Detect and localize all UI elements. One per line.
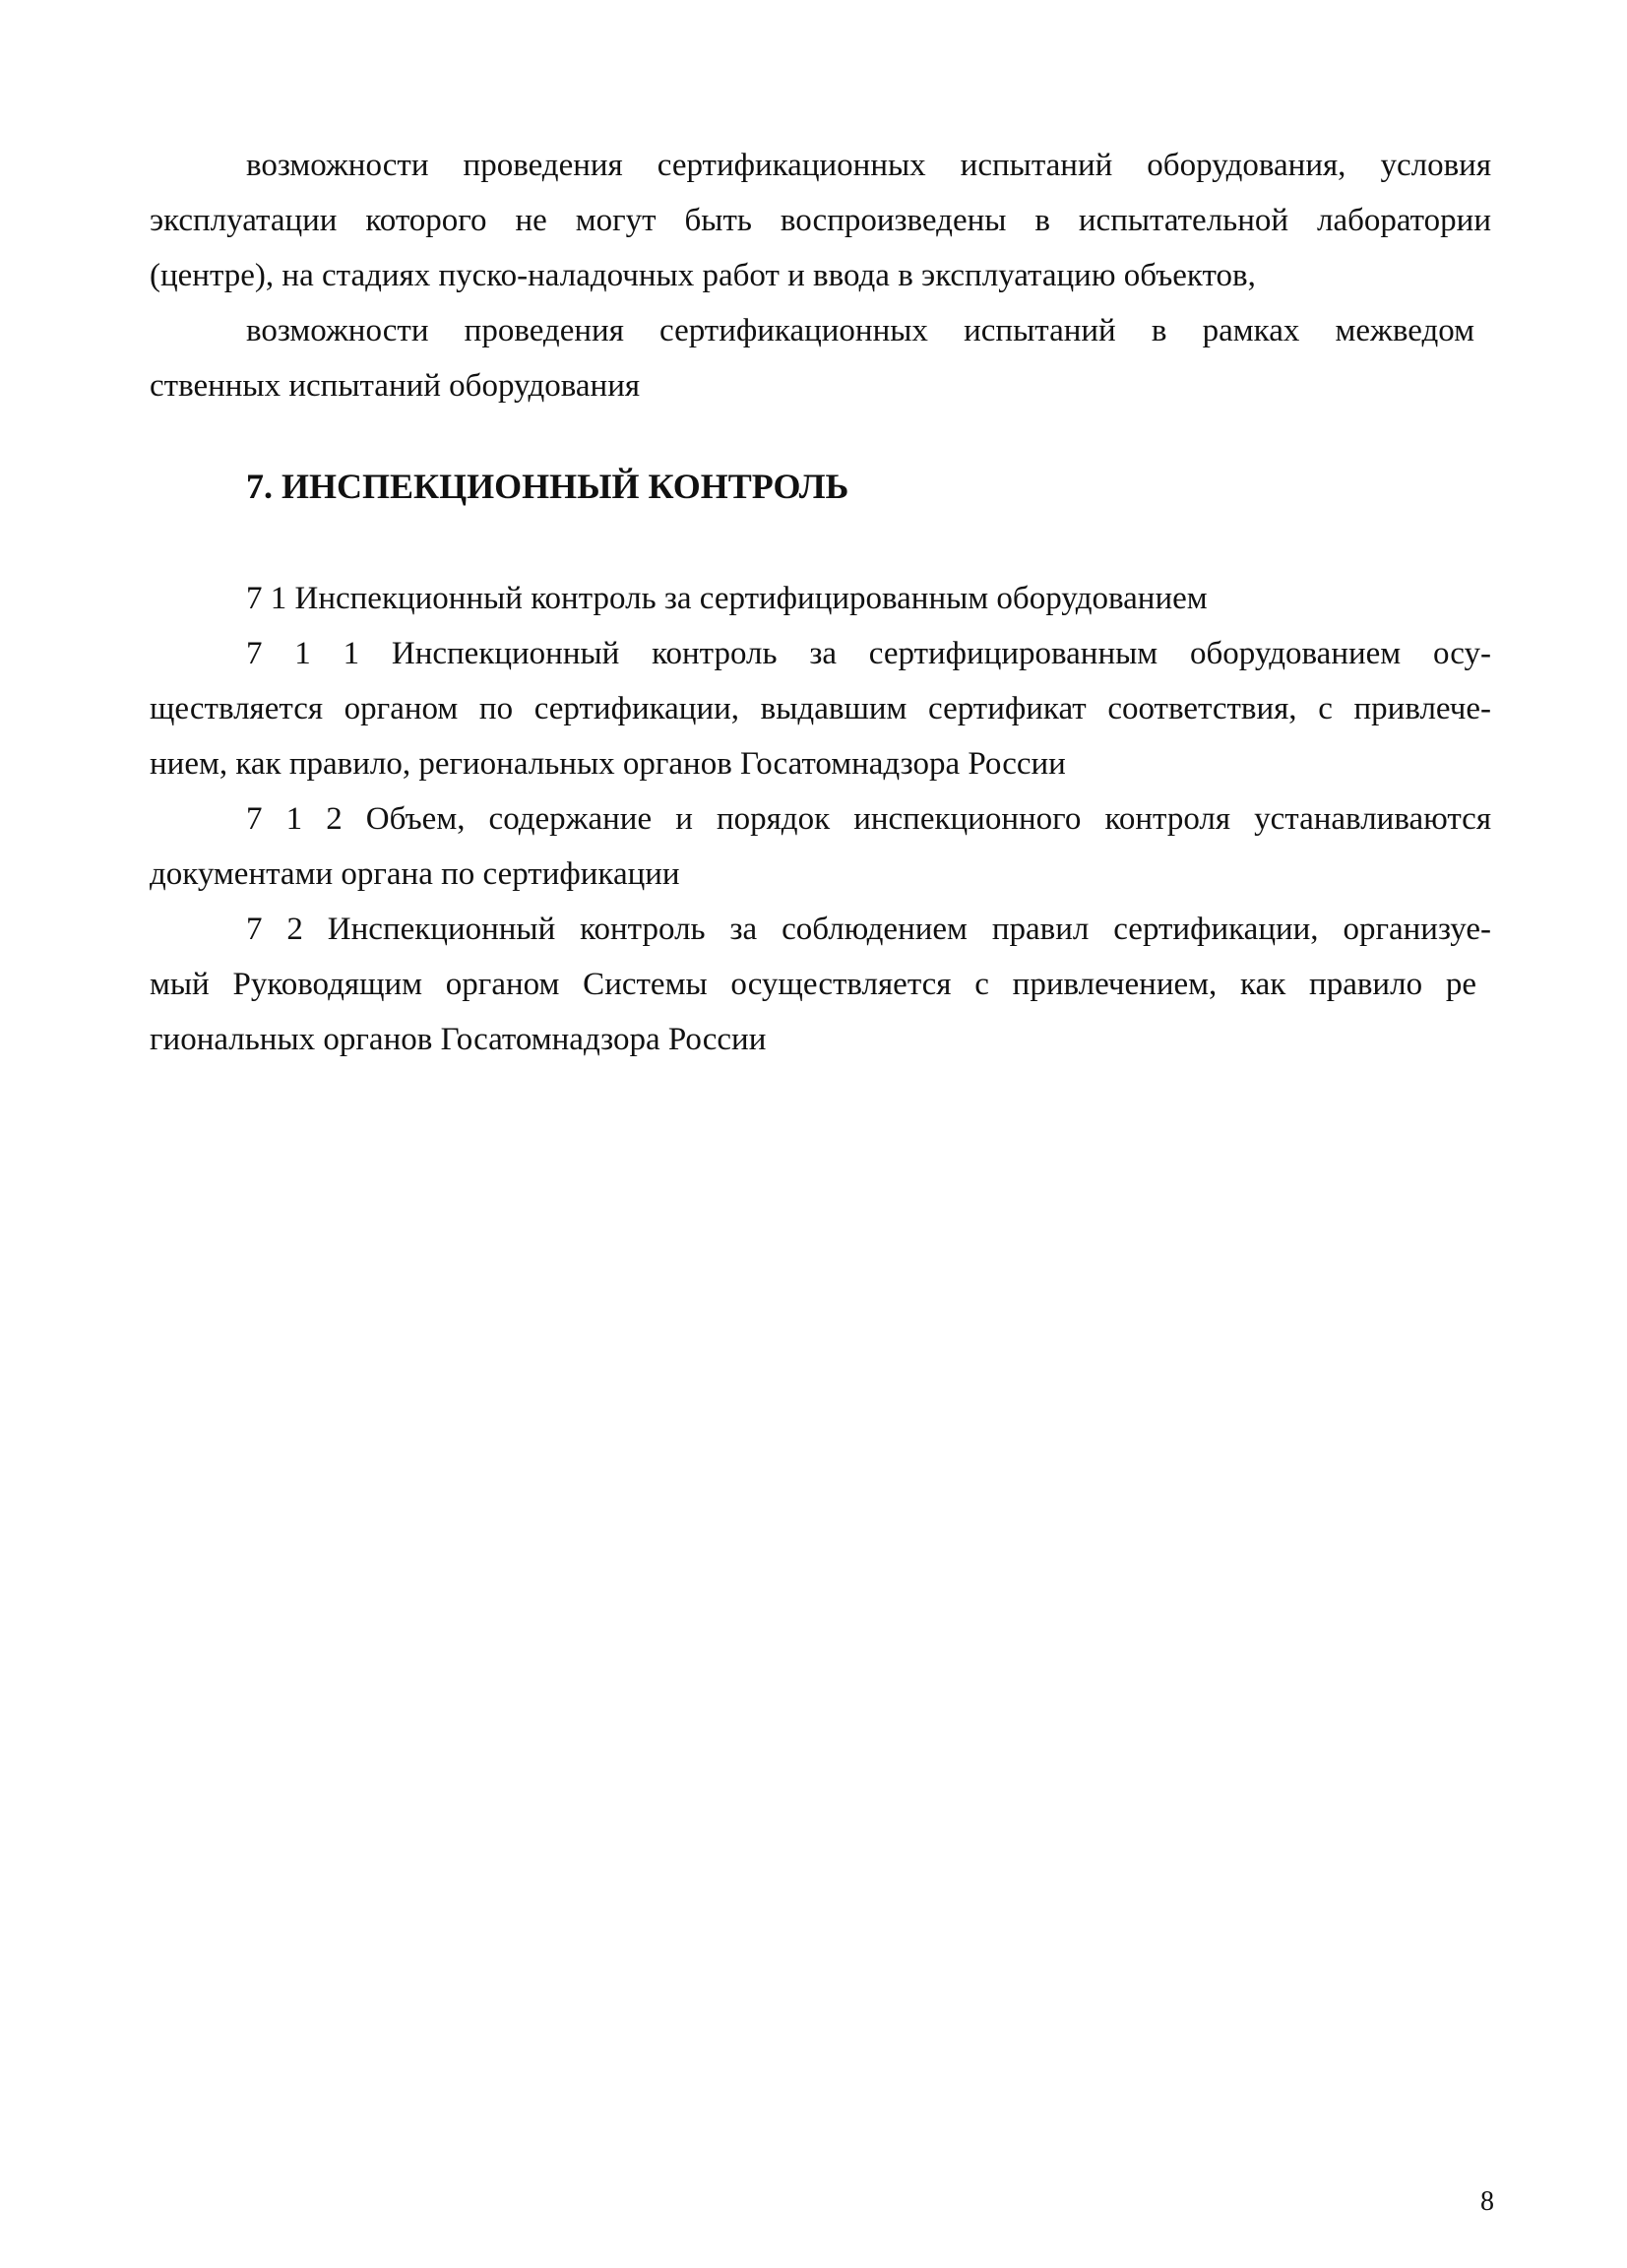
paragraph-line: ственных испытаний оборудования <box>150 368 641 404</box>
paragraph-line: 7 2 Инспекционный контроль за соблюдением правил сертификации, организуе- <box>246 912 1491 947</box>
paragraph-line: 7 1 Инспекционный контроль за сертифицированным оборудованием <box>246 581 1208 616</box>
paragraph-line: эксплуатации которого не могут быть воспроизведены в испытательной лаборатории <box>150 203 1491 238</box>
paragraph-line: 7 1 1 Инспекционный контроль за сертифицированным оборудованием осу- <box>246 636 1491 671</box>
paragraph-line: (центре), на стадиях пуско-наладочных работ и ввода в эксплуатацию объектов, <box>150 258 1256 293</box>
paragraph-line: мый Руководящим органом Системы осуществляется с привлечением, как правило ре <box>150 967 1476 1002</box>
paragraph-line: гиональных органов Госатомнадзора России <box>150 1022 767 1057</box>
paragraph-line: ществляется органом по сертификации, выдавшим сертификат соответствия, с привлече- <box>150 691 1491 726</box>
page-number: 8 <box>1480 2186 1494 2217</box>
paragraph-line: возможности проведения сертификационных испытаний в рамках межведом <box>246 313 1474 348</box>
paragraph-line: документами органа по сертификации <box>150 856 680 892</box>
paragraph-line: возможности проведения сертификационных испытаний оборудования, условия <box>246 148 1491 183</box>
paragraph-line: 7 1 2 Объем, содержание и порядок инспекционного контроля устанавливаются <box>246 801 1491 837</box>
paragraph-line: нием, как правило, региональных органов Госатомнадзора России <box>150 746 1066 782</box>
section-heading: 7. ИНСПЕКЦИОННЫЙ КОНТРОЛЬ <box>246 467 849 506</box>
